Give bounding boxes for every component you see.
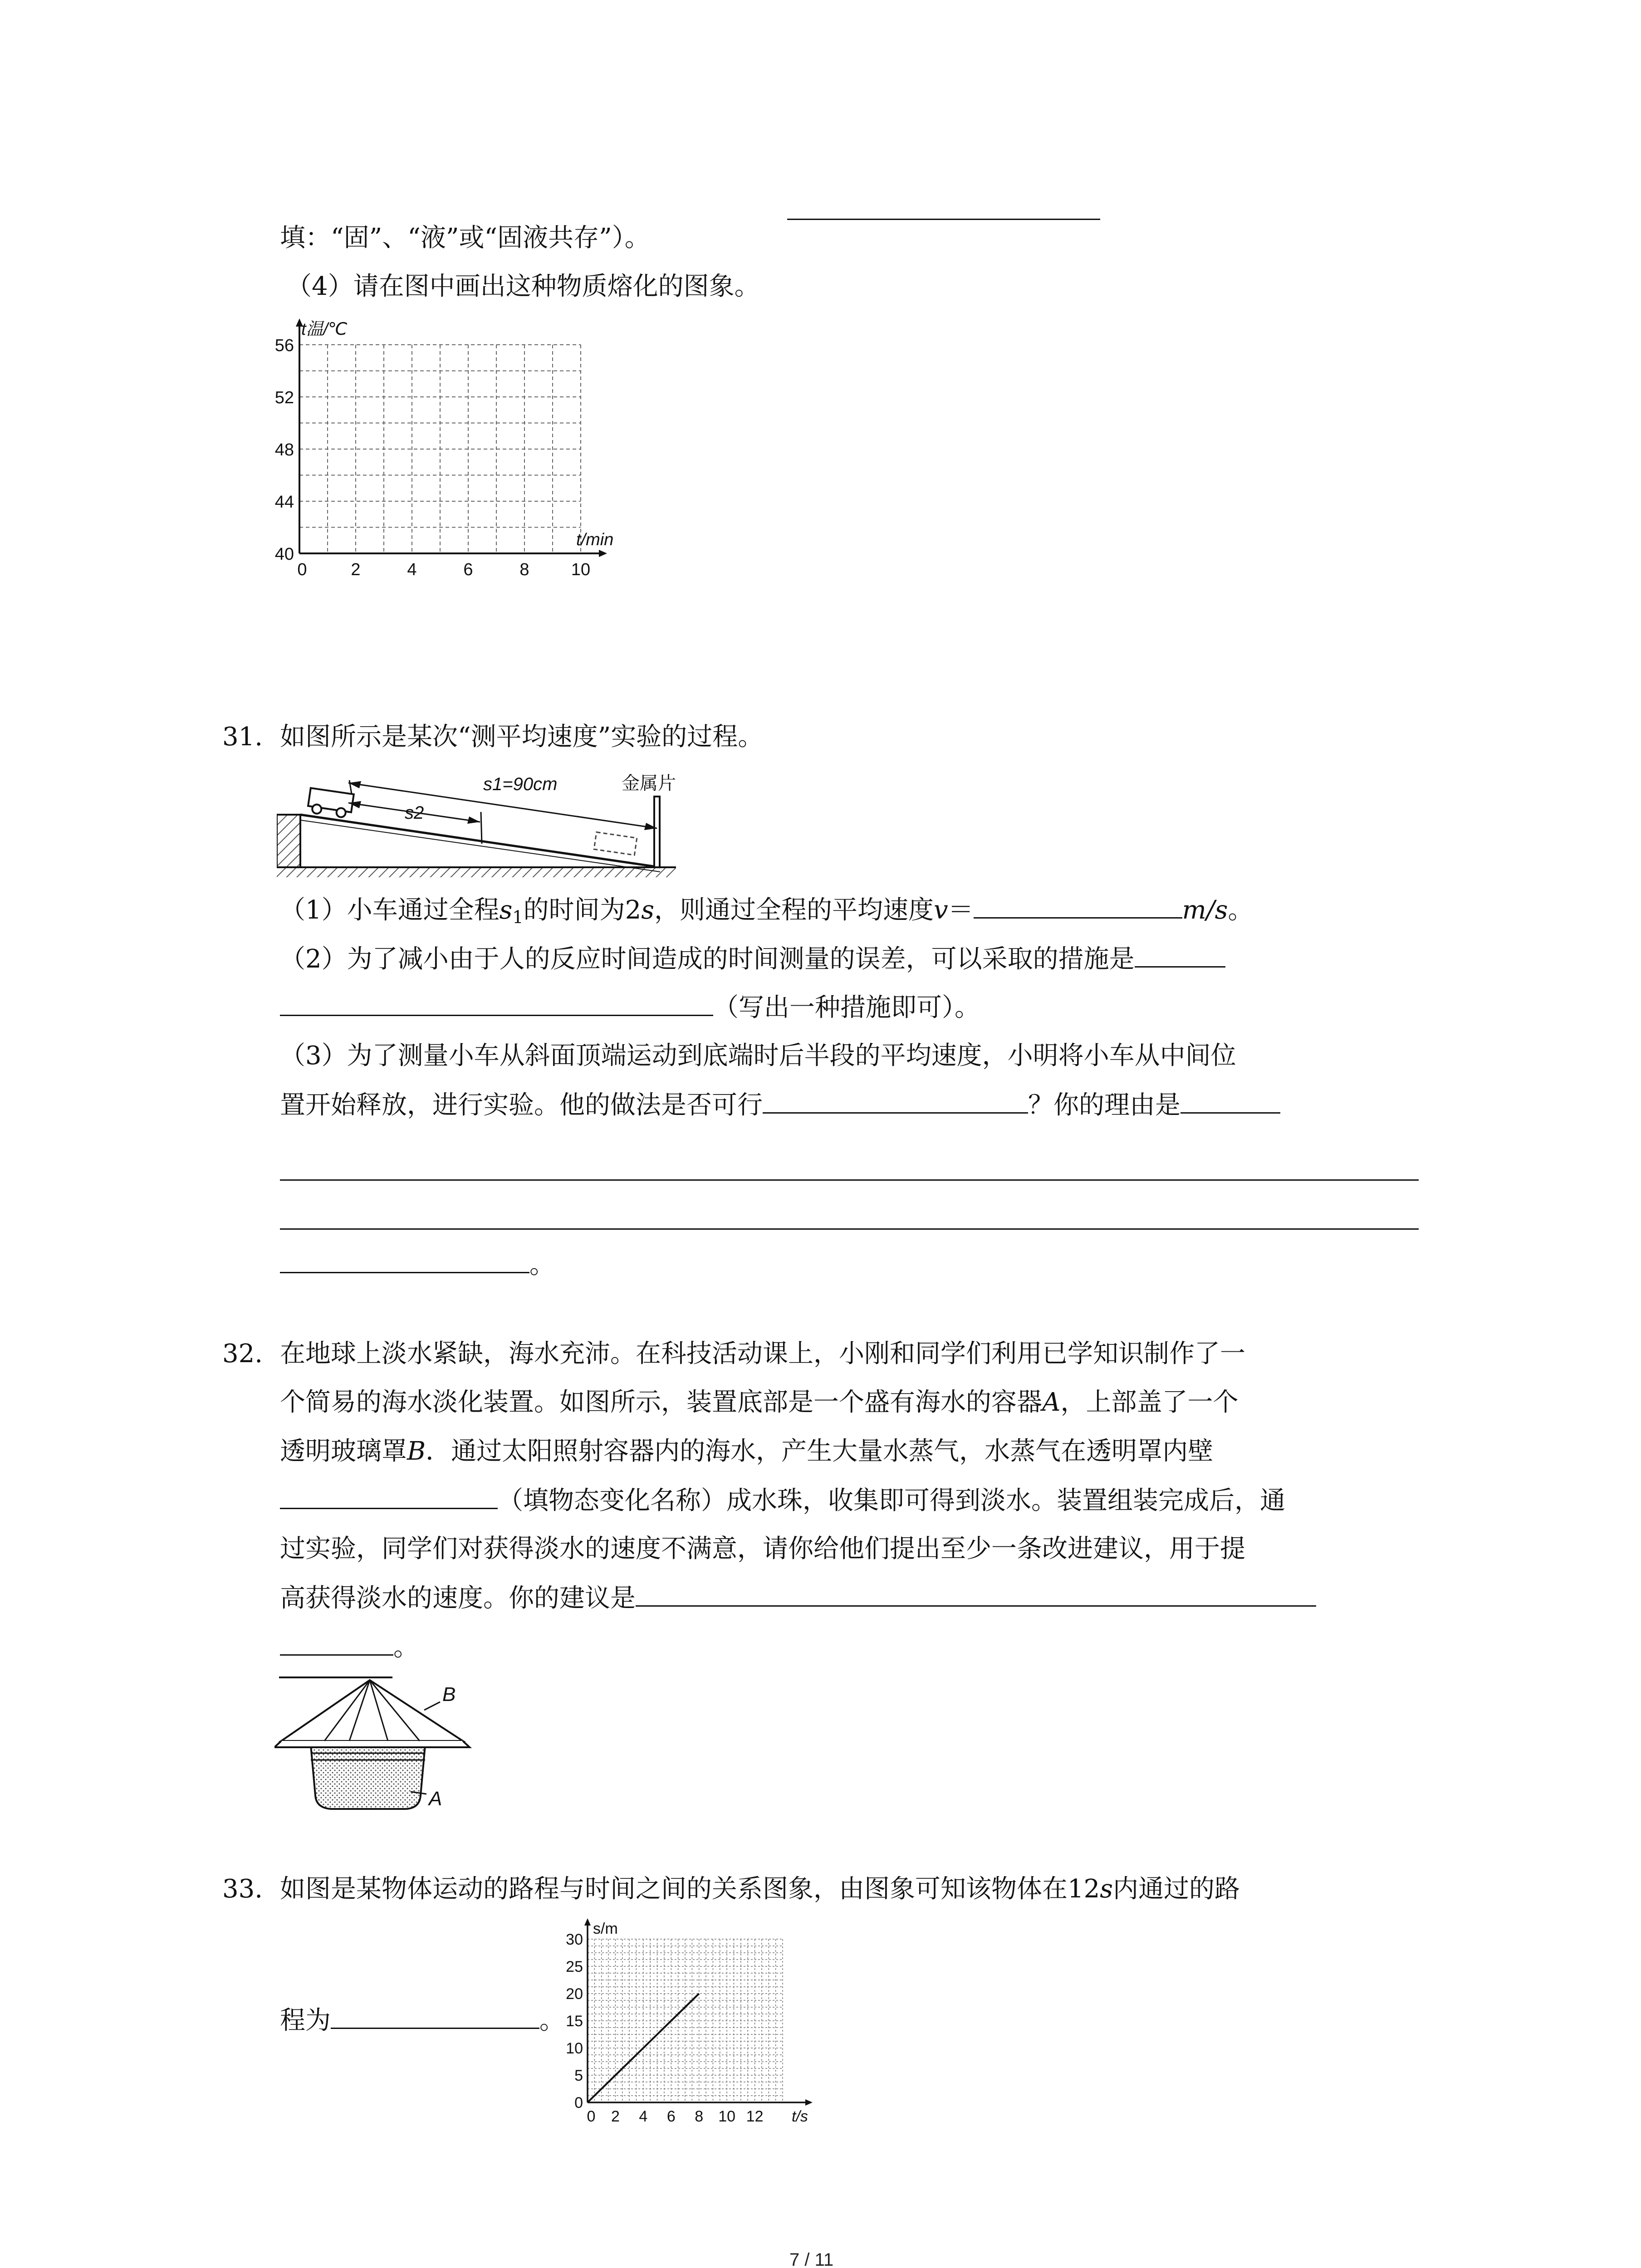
- x-axis-label: t/min: [576, 530, 614, 549]
- q32-phase-change-blank[interactable]: [280, 1484, 498, 1509]
- q31-part3-line1: （3）为了测量小车从斜面顶端运动到底端时后半段的平均速度，小明将小车从中间位: [280, 1041, 1236, 1070]
- y-tick-label: 15: [566, 2013, 583, 2030]
- metal-plate: [654, 797, 660, 867]
- y-tick-label: 44: [274, 493, 294, 512]
- q31-part2-line1: （2）为了减小由于人的反应时间造成的时间测量的误差，可以采取的措施是: [280, 943, 1225, 975]
- q32-number: 32.: [222, 1339, 263, 1369]
- q31-number: 31.: [222, 722, 263, 752]
- cart-bottom-dashed: [594, 832, 637, 855]
- y-tick-label: 10: [566, 2040, 583, 2057]
- container-a: [311, 1745, 425, 1809]
- x-axis-label: t/s: [792, 2108, 808, 2125]
- q33-number: 33.: [222, 1874, 263, 1904]
- ground-hatch: [277, 867, 676, 877]
- x-tick-label: 10: [718, 2108, 736, 2125]
- q31-reason-blank-c[interactable]: [280, 1228, 1419, 1230]
- page-number: 7 / 11: [789, 2250, 834, 2268]
- x-tick-label: 6: [666, 2108, 676, 2125]
- x-axis-arrow: [599, 550, 607, 557]
- q30-fill-instruction: 填：“固”、“液”或“固液共存”）。: [280, 223, 650, 253]
- q30-part4: （4）请在图中画出这种物质熔化的图象。: [286, 272, 760, 301]
- q32-line5: 过实验，同学们对获得淡水的速度不满意，请你给他们提出至少一条改进建议，用于提: [280, 1534, 1245, 1564]
- q30-temperature-graph: [263, 313, 671, 608]
- y-axis-label: t温/℃: [301, 320, 348, 339]
- x-tick-label: 0: [587, 2108, 596, 2125]
- q31-incline-figure: [277, 753, 685, 880]
- q33-line1: 如图是某物体运动的路程与时间之间的关系图象，由图象可知该物体在12s内通过的路: [280, 1874, 1240, 1904]
- y-tick-label: 0: [574, 2094, 583, 2112]
- s1-label: s1=90cm: [483, 774, 558, 794]
- x-tick-label: 4: [639, 2108, 648, 2125]
- q31-measure-blank-b[interactable]: [280, 991, 713, 1016]
- x-tick-label: 0: [297, 560, 307, 579]
- x-tick-label: 12: [746, 2108, 764, 2125]
- q31-measure-blank-a[interactable]: [1135, 943, 1225, 968]
- q31-part3-line2: 置开始释放，进行实验。他的做法是否可行 ？你的理由是: [280, 1089, 1280, 1121]
- y-axis-arrow: [584, 1918, 591, 1926]
- q32-line2: 个简易的海水淡化装置。如图所示，装置底部是一个盛有海水的容器A，上部盖了一个: [280, 1388, 1239, 1417]
- y-axis-label: s/m: [593, 1920, 618, 1937]
- q31-speed-blank[interactable]: [974, 894, 1182, 919]
- y-tick-label: 20: [566, 1985, 583, 2003]
- q31-part2-line2: （写出一种措施即可）。: [280, 991, 980, 1024]
- x-tick-label: 8: [695, 2108, 704, 2125]
- x-tick-label: 2: [351, 560, 361, 579]
- q32-end: 。: [280, 1631, 419, 1663]
- x-tick-label: 8: [519, 560, 529, 579]
- x-tick-label: 4: [407, 560, 417, 579]
- s2-label: s2: [405, 803, 424, 823]
- y-tick-label: 30: [566, 1931, 583, 1948]
- x-tick-label: 2: [611, 2108, 620, 2125]
- y-tick-label: 40: [274, 545, 294, 564]
- metal-label: 金属片: [622, 773, 676, 793]
- q33-distance-time-graph: [556, 1916, 873, 2130]
- q32-suggestion-blank-a[interactable]: [636, 1582, 1316, 1607]
- y-tick-label: 52: [274, 388, 294, 407]
- q31-feasible-blank[interactable]: [763, 1089, 1028, 1114]
- label-b: B: [442, 1683, 456, 1706]
- q33-distance-blank[interactable]: [331, 2004, 539, 2029]
- q31-stem: 如图所示是某次“测平均速度”实验的过程。: [280, 722, 764, 752]
- q31-reason-blank-a[interactable]: [1181, 1089, 1280, 1114]
- answer-blank-top[interactable]: [787, 219, 1100, 220]
- q32-line1: 在地球上淡水紧缺，海水充沛。在科技活动课上，小刚和同学们利用已学知识制作了一: [280, 1339, 1245, 1369]
- x-tick-label: 10: [571, 560, 591, 579]
- q32-line6: 高获得淡水的速度。你的建议是: [280, 1582, 1316, 1614]
- cart-top: [307, 788, 354, 818]
- y-tick-label: 56: [274, 336, 294, 355]
- label-a: A: [429, 1788, 442, 1810]
- q31-reason-blank-b[interactable]: [280, 1179, 1419, 1181]
- y-tick-label: 25: [566, 1958, 583, 1975]
- incline-plane: [300, 815, 660, 867]
- x-axis-arrow: [805, 2099, 813, 2106]
- q32-line4: （填物态变化名称）成水珠，收集即可得到淡水。装置组装完成后，通: [280, 1484, 1285, 1517]
- q33-line2: 程为 。: [280, 2004, 565, 2037]
- q32-desalination-figure: [274, 1669, 483, 1819]
- q31-part1: （1）小车通过全程$s_1$的时间为2s，则通过全程的平均速度v＝ m/s。: [280, 894, 1253, 933]
- x-tick-label: 6: [463, 560, 473, 579]
- y-tick-label: 48: [274, 440, 294, 459]
- q31-reason-blank-d[interactable]: [280, 1248, 529, 1273]
- q32-suggestion-blank-b[interactable]: [280, 1631, 393, 1656]
- support-block: [277, 815, 300, 867]
- q32-line3: 透明玻璃罩B．通过太阳照射容器内的海水，产生大量水蒸气，水蒸气在透明罩内壁: [280, 1437, 1214, 1466]
- q31-part3-end: 。: [280, 1248, 555, 1281]
- y-tick-label: 5: [574, 2067, 583, 2084]
